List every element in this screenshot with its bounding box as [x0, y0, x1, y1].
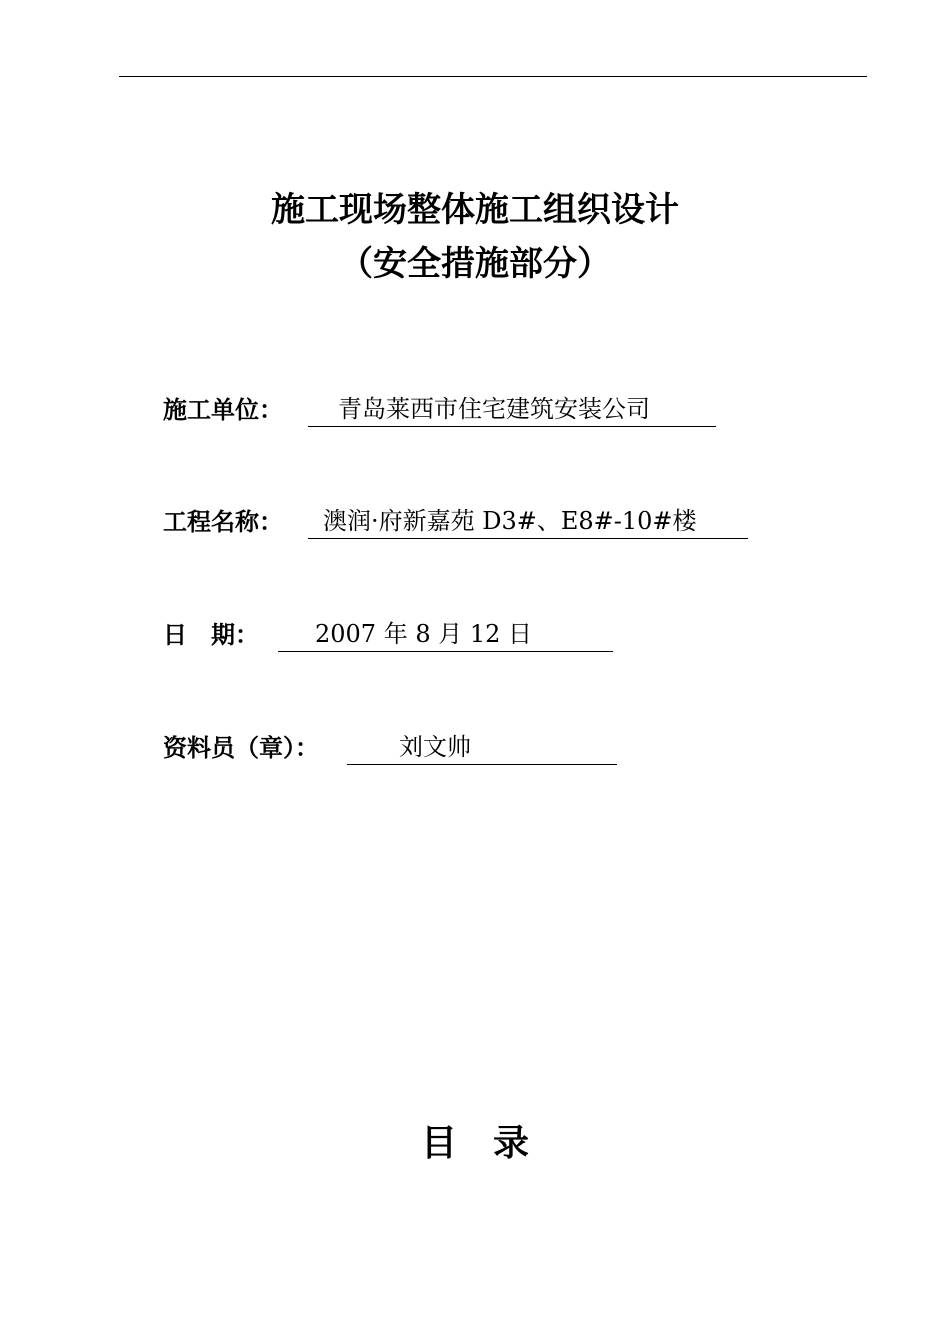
- project-value: 澳润·府新嘉苑 D3#、E8#-10#楼: [308, 505, 748, 539]
- company-value: 青岛莱西市住宅建筑安装公司: [308, 393, 716, 427]
- project-label: 工程名称：: [163, 508, 283, 536]
- clerk-value: 刘文帅: [347, 731, 617, 765]
- date-label: 日 期：: [163, 621, 259, 649]
- date-value: 2007 年 8 月 12 日: [278, 618, 613, 652]
- company-label: 施工单位：: [163, 396, 283, 424]
- clerk-label: 资料员（章）：: [163, 734, 319, 762]
- toc-heading: 目 录: [420, 1123, 529, 1164]
- document-title: 施工现场整体施工组织设计: [271, 190, 679, 230]
- header-rule: [119, 76, 867, 77]
- document-subtitle: （安全措施部分）: [339, 244, 611, 284]
